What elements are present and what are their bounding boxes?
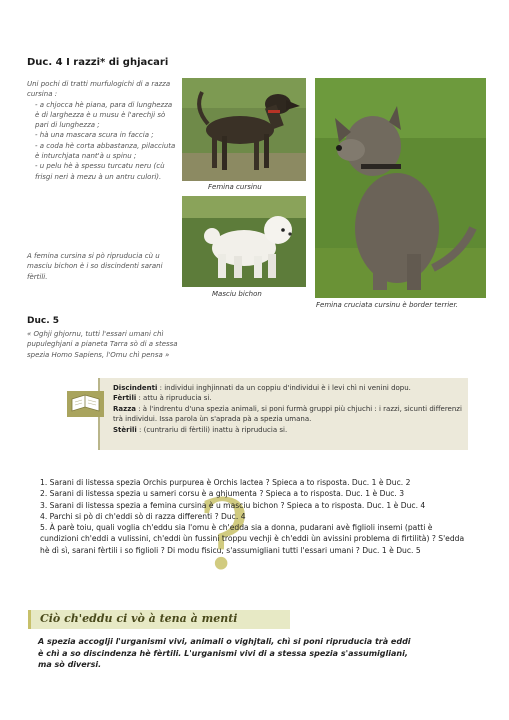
intro-item: - a coda hè corta abbastanza, pilacciuta è inturchjata nant'à u spinu ; <box>35 141 176 161</box>
caption-femina-cruciata: Femina cruciata cursinu è border terrier. <box>316 301 458 309</box>
doc5-quote: « Oghji ghjornu, tutti l'essari umani chì pupuleghjani a pianeta Tarra sò di a stessa spezia Homo Sapiens, l'Omu chì pensa » <box>27 330 178 359</box>
definition-text: : (cuntrariu di fèrtili) inattu à ripruducia si. <box>136 425 288 434</box>
definition-text: : individui inghjinnati da un coppiu d'individui è i levi chì ni venini dopu. <box>157 384 411 392</box>
definition-term: Razza <box>113 404 136 413</box>
intro-item: - u pelu hè à spessu turcatu neru (cù frisgi neri à mezu à un antru culori). <box>35 162 165 181</box>
question-item: 4. Parchi si pò di ch'eddi sò di razza differenti ? Duc. 4 <box>40 511 246 521</box>
remember-text: A spezia accoglji l'urganismi vivi, animali o vighjtali, chì si poni ripruducia trà eddi è chì a so discindenza hè fèrtili. L'urganismi vivi di a stessa spezia s'assumigliani, ma sò diversi. <box>38 637 411 670</box>
definition-item <box>113 425 465 435</box>
photo-femina-cruciata <box>315 78 486 298</box>
doc5-title: Duc. 5 <box>27 316 60 326</box>
remember-title: Ciò ch'eddu ci vò à tena à menti <box>40 612 238 625</box>
question-item: 3. Sarani di listessa spezia a femina cursina è u masciu bichon ? Spieca a to risposta. Duc. 1 è Duc. 4 <box>40 500 426 510</box>
question-item: 2. Sarani di listessa spezia u sameri corsu è a ghjumenta ? Spieca a to risposta. Duc. 1 è Duc. 3 <box>40 489 405 499</box>
questions-list <box>40 477 468 556</box>
definition-term: Fèrtili <box>113 394 137 403</box>
question-item: 1. Sarani di listessa spezia Orchis purpurea è Orchis lactea ? Spieca a to risposta. Duc. 1 è Duc. 2 <box>40 478 411 487</box>
section-title: Duc. 4 I razzi* di ghjacari <box>27 57 169 68</box>
book-icon <box>67 391 104 417</box>
intro-item: - hà una mascara scura in faccia ; <box>35 131 154 140</box>
photo-femina-cursina <box>182 78 306 181</box>
question-mark-icon: ? <box>198 479 250 591</box>
definition-item <box>113 393 465 403</box>
definition-term: Discindenti <box>113 384 158 392</box>
crossbreed-note: A femina cursina si pò ripruducia cù u masciu bichon è i so discindenti sarani fèrtili. <box>27 252 163 281</box>
definition-text: : à l'indrentu d'una spezia animali, si poni furmà gruppi più chjuchi : i razzi, sicunti differenzi trà individui. Issa parola ùn s'aprada pà a spezia umana. <box>113 404 462 424</box>
definition-item <box>113 404 465 425</box>
definition-item <box>113 383 465 393</box>
definitions-list <box>113 383 465 435</box>
question-item: 5. À parè toiu, quali voglia ch'eddu sia l'omu è ch'edda sia a donna, pudarani avè figlioli insemi (patti è cundizioni ch'eddi a vulissini, ch'eddi ùn fussini troppu vechji è ch'eddi ùn avissini problema di firtilità) ? S'edda hè dì sì, sarani fèrtili i so figlioli ? Di modu fisicu, s'assumigliani tutti l'essari umani ? Duc. 1 è Duc. 5 <box>40 523 465 555</box>
definition-term: Stèrili <box>113 425 137 434</box>
intro-text <box>27 79 177 182</box>
definition-text: : attu à ripruducia si. <box>136 394 212 403</box>
intro-item: - a chjocca hè piana, para di lunghezza è di larghezza è u musu è l'arechji sò pari di lunghezza ; <box>35 100 173 130</box>
photo-masciu-bichon <box>182 196 306 287</box>
caption-masciu-bichon: Masciu bichon <box>212 290 262 298</box>
intro-lead: Uni pochi di tratti murfulogichi di a razza cursina : <box>27 80 171 99</box>
caption-femina-cursina: Femina cursinu <box>208 183 262 191</box>
